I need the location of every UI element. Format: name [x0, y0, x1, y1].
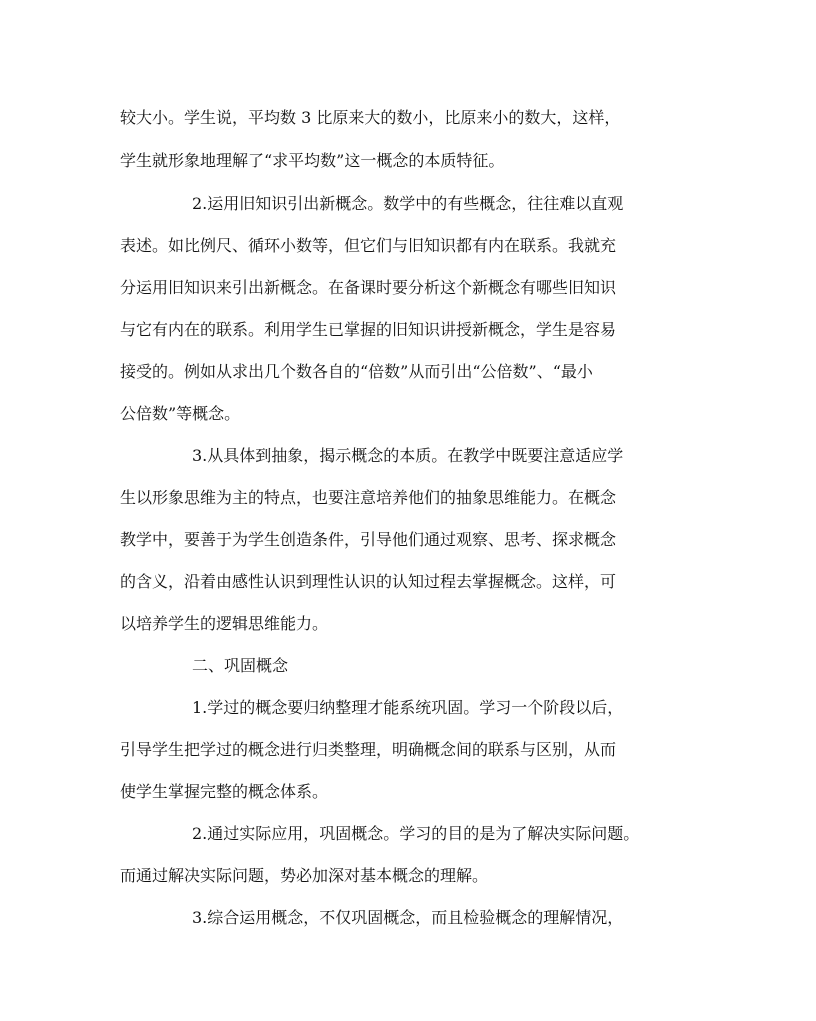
- paragraph-start-line: 2.通过实际应用，巩固概念。学习的目的是为了解决实际问题。: [192, 824, 640, 843]
- paragraph-start-line: 1.学过的概念要归纳整理才能系统巩固。学习一个阶段以后，: [192, 698, 624, 717]
- text-line: 生以形象思维为主的特点，也要注意培养他们的抽象思维能力。在概念: [120, 488, 617, 507]
- text-line: 学生就形象地理解了“求平均数”这一概念的本质特征。: [120, 151, 505, 170]
- text-line: 表述。如比例尺、循环小数等，但它们与旧知识都有内在联系。我就充: [120, 236, 617, 255]
- paragraph-start-line: 2.运用旧知识引出新概念。数学中的有些概念，往往难以直观: [192, 194, 624, 213]
- section-heading: 二、巩固概念: [192, 656, 289, 675]
- paragraph-start-line: 3.综合运用概念，不仅巩固概念，而且检验概念的理解情况，: [192, 908, 624, 927]
- text-line: 分运用旧知识来引出新概念。在备课时要分析这个新概念有哪些旧知识: [120, 278, 617, 297]
- text-line: 与它有内在的联系。利用学生已掌握的旧知识讲授新概念，学生是容易: [120, 320, 617, 339]
- text-line: 公倍数”等概念。: [120, 404, 241, 423]
- text-line: 接受的。例如从求出几个数各自的“倍数”从而引出“公倍数”、“最小: [120, 362, 593, 381]
- text-line: 而通过解决实际问题，势必加深对基本概念的理解。: [120, 866, 489, 885]
- text-line: 以培养学生的逻辑思维能力。: [120, 614, 329, 633]
- text-line: 较大小。学生说，平均数 3 比原来大的数小，比原来小的数大，这样，: [120, 108, 621, 127]
- text-line: 教学中，要善于为学生创造条件，引导他们通过观察、思考、探求概念: [120, 530, 617, 549]
- paragraph-start-line: 3.从具体到抽象，揭示概念的本质。在教学中既要注意适应学: [192, 446, 624, 465]
- text-line: 使学生掌握完整的概念体系。: [120, 782, 329, 801]
- text-line: 引导学生把学过的概念进行归类整理，明确概念间的联系与区别，从而: [120, 740, 617, 759]
- text-line: 的含义，沿着由感性认识到理性认识的认知过程去掌握概念。这样，可: [120, 572, 617, 591]
